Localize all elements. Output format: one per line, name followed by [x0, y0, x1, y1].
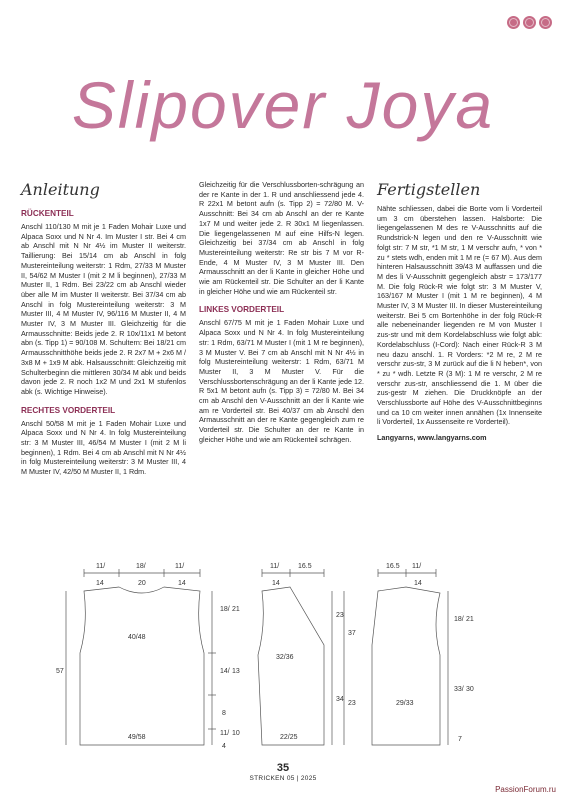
dim-label: 20: [138, 580, 146, 587]
subsection-title: RÜCKENTEIL: [21, 209, 74, 218]
dim-label: 23: [348, 700, 356, 707]
dim-label: 21: [466, 616, 474, 623]
dim-label: 16.5: [298, 563, 312, 570]
subsection-title: RECHTES VORDERTEIL: [21, 405, 116, 415]
front-right-schematic: [258, 569, 344, 745]
section-heading: Anleitung: [21, 180, 100, 199]
front-left-schematic: [372, 569, 448, 745]
dim-label: 11/: [96, 563, 106, 570]
yarn-ball-icon: [523, 16, 536, 29]
dim-label: 11/: [412, 563, 422, 570]
paragraph: Nähte schliessen, dabei die Borte vom li Vorderteil um 3 cm überstehen lassen. Halsborte: Die liegengelassenen M des re V-Ausschnitts auf die Rundstrick-N legen und den re V-Ausschnitt wie folgt str: 7 M str, *1 M str, 1 M verschr aufn, * von * zu * stets wdh, enden mit 1 M re (= 67 M). Aus dem hinteren Halsausschnitt 39/43 M auffassen und die M des li V-Ausschnitt gegengleich abstr = 173/177 M. Die folg Rück-R wie folgt str: 3 M Muster V, 163/167 M Muster I (mit 1 M re beginnen), 4 M Muster IV, 3 M Muster III. In dieser Mustereinteilung weiterstr. Bei 5 cm Bortenhöhe in der folg Rück-R alle nebeneinander liegenden re M von Muster I zus-str und mit dem Kordelabschluss wie folgt abk: Kordelabschluss (I-Cord): Nach einer Rück-R 3 M neu dazu anschl. 1. R Vorders: *2 M re, 2 M re verschr zus-str, 3 M zurück auf die li N heben*, von * zu * wdh. Letzte R (3 M): 1 M re verschr, 2 M re verschr zus-str, anschliessend die 1. M über die zus-gestr M ziehen. Die Druckknöpfe an der Verschlussborte auf Höhe des V-Ausschnittbeginns und ca 10 cm weiter innen annähen (1x Innenseite li Vorderteil, 1x Aussenseite re Vorderteil).: [377, 204, 542, 427]
dim-label: 14: [272, 580, 280, 587]
watermark: PassionForum.ru: [495, 785, 556, 794]
section-heading: Fertigstellen: [377, 180, 481, 199]
dim-label: 10: [232, 730, 240, 737]
dim-label: 49/58: [128, 734, 146, 741]
yarn-icons: [507, 16, 552, 29]
page-title-text: Slipover Joya: [71, 68, 495, 142]
supplier-link[interactable]: Langyarns, www.langyarns.com: [377, 433, 487, 443]
dim-label: 32/36: [276, 654, 294, 661]
yarn-ball-icon: [539, 16, 552, 29]
magazine-name: STRICKEN 05 | 2025: [249, 775, 317, 782]
dim-label: 21: [232, 606, 240, 613]
dim-label: 8: [222, 710, 226, 717]
dim-label: 14: [96, 580, 104, 587]
dim-label: 18/: [220, 606, 230, 613]
dim-label: 23: [336, 612, 344, 619]
dim-label: 11/: [220, 730, 230, 737]
dim-label: 4: [222, 743, 226, 750]
schematics: [0, 555, 566, 755]
dim-label: 34: [336, 696, 344, 703]
column-instructions: [21, 180, 186, 483]
dim-label: 16.5: [386, 563, 400, 570]
subsection-title: LINKES VORDERTEIL: [199, 305, 285, 315]
yarn-ball-icon: [507, 16, 520, 29]
paragraph: Gleichzeitig für die Verschlussborten-schrägung an der re Kante in der 1. R und anschliessend jede 4. R 22x1 M betont aufn (s. Tipp 2) = 72/80 M. V-Ausschnitt: Bei 34 cm ab Anschl an der re Kante 1x7 M und weiter jede 2. R 30x1 M liegenlassen. Die liegengelassenen M auf eine Hilfs-N legen. Gleichzeitig bei 37/34 cm ab Anschl in folg Mustereinteilung weiterstr: Re str bis 7 M vor R-Ende, 4 M Muster IV, 3 M Muster III. Den Armausschnitt an der li Kante in gleicher Höhe und wie am Rückenteil str. Die Schulter an der li Kante in gleicher Höhe und wie am Rückenteil str.: [199, 180, 364, 296]
paragraph: Anschl 110/130 M mit je 1 Faden Mohair Luxe und Alpaca Soxx und N Nr 4. Im Muster I str. Bei 4 cm ab Anschl mit N Nr 4½ im Muster II weiterstr. Taillierung: Bei 15/14 cm ab Anschl in folg Mustereinteilung weiterstr: 1 Rdm, 27/33 M Muster II, 54/62 M Muster I (mit 2 M li beginnen), 27/33 M Muster II, 1 Rdm. Bei 23/22 cm ab Anschl wieder über alle M im Muster II weiterstr. Bei 37/34 cm ab Anschl in folg Mustereinteilung weiterstr: 3 M Muster III, 4 M Muster IV, 96/116 M Muster II, 4 M Muster IV, 3 M Muster III. Gleichzeitig für die Armausschnitte: Beids jede 2. R 10x/11x1 M betont abn (s. Tipp 1) = 90/108 M. Schultern: Bei 18/21 cm Armausschnitthöhe beids jede 2. R 2x7 M + 2x6 M / 3x8 M + 1x9 M abk. Halsausschnitt: Gleichzeitig mit Schulterbeginn die mittleren 30/34 M abk und beids davon jede 2. R noch 1x2 M und 2x1 M stufenlos abk (s. Wichtige Hinweise).: [21, 222, 186, 396]
dim-label: 29/33: [396, 700, 414, 707]
paragraph: Anschl 67/75 M mit je 1 Faden Mohair Luxe und Alpaca Soxx und N Nr 4. In folg Mustereinteilung str: 1 Rdm, 63/71 M Muster I (mit 1 M re beginnen), 3 M Muster V. Bei 7 cm ab Anschl mit N Nr 4½ in folg Mustereinteilung weiterstr: 1 Rdm, 63/71 M Muster II, 3 M Muster V. Für die Verschlussbortenschrägung an der li Kante jede 12. R 5x1 M betont aufn (s. Tipp 3) = 72/80 M. Bei 34 cm ab Anschl den V-Ausschnitt an der li Kante wie am re Vorderteil str. Bei 40/37 cm ab Anschl den Armausschnitt an der re Kante gegengleich zum re Vorderteil str. Die Schulter an der re Kante in gleicher Höhe und wie am Rückenteil schrägen.: [199, 318, 364, 444]
page-number: 35: [276, 762, 290, 774]
dim-label: 14: [414, 580, 422, 587]
dim-label: 18/: [136, 563, 146, 570]
dim-label: 13: [232, 668, 240, 675]
dim-label: 11/: [175, 563, 185, 570]
paragraph: Anschl 50/58 M mit je 1 Faden Mohair Luxe und Alpaca Soxx und N Nr 4. In folg Mustereinteilung str: 3 M Muster III, 46/54 M Muster I (mit 2 M li beginnen), 1 Rdm. Bei 4 cm ab Anschl mit N Nr 4½ in folg Mustereinteilung weiterstr: 3 M Muster III, 4 M Muster IV, 42/50 M Muster II, 1 Rdm.: [21, 418, 186, 477]
dim-label: 37: [348, 630, 356, 637]
dim-label: 11/: [270, 563, 280, 570]
back-schematic: [66, 569, 216, 745]
dim-label: 14/: [220, 668, 230, 675]
page-title: [0, 50, 566, 170]
column-middle: [199, 180, 364, 451]
column-finishing: [377, 180, 542, 449]
dim-label: 18/: [454, 616, 464, 623]
dim-label: 33/: [454, 686, 464, 693]
dim-label: 22/25: [280, 734, 298, 741]
dim-label: 7: [458, 736, 462, 743]
dim-label: 57: [56, 668, 64, 675]
dim-label: 30: [466, 686, 474, 693]
dim-label: 14: [178, 580, 186, 587]
dim-label: 40/48: [128, 634, 146, 641]
